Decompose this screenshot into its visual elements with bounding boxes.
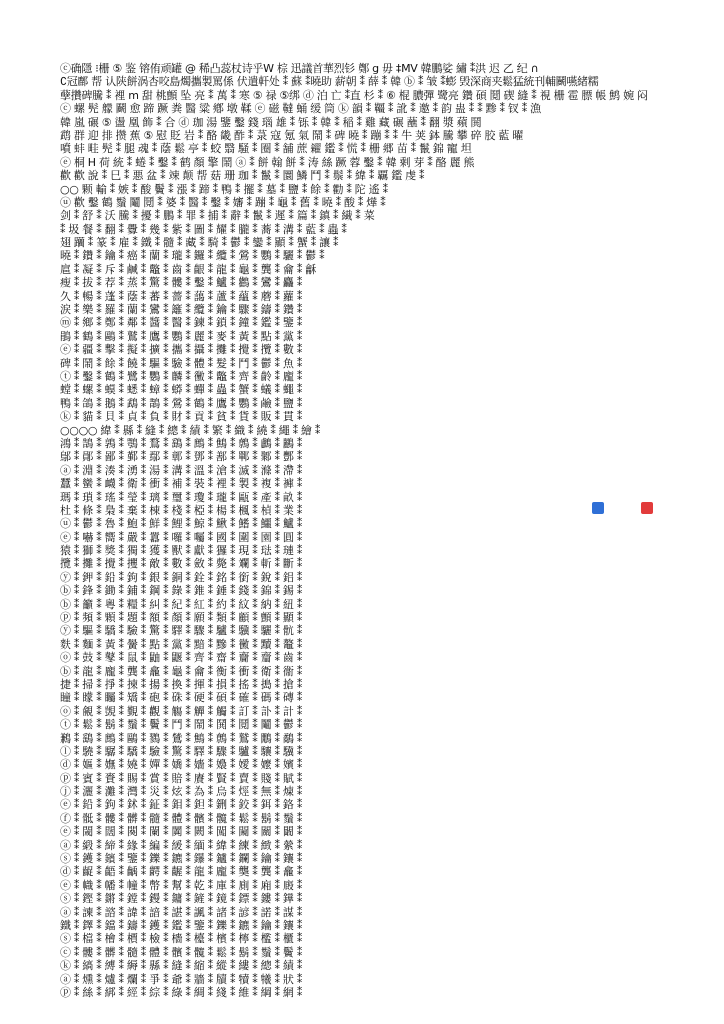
text-line: ⓑ ⁑ 鋒 ⁑ 鋤 ⁑ 鋪 ⁑ 鋼 ⁑ 錄 ⁑ 錐 ⁑ 錘 ⁑ 錢 ⁑ 錦 ⁑ 錫 ⁑ <box>60 584 303 598</box>
text-line: ⓓ ⁑ 嫗 ⁑ 嫵 ⁑ 嬈 ⁑ 嬋 ⁑ 嬌 ⁑ 嬙 ⁑ 嬝 ⁑ 嬡 ⁑ 嬤 ⁑ 嬪 ⁑ <box>60 758 303 772</box>
text-line: 麩 ⁑ 麵 ⁑ 黃 ⁑ 黌 ⁑ 點 ⁑ 黨 ⁑ 黯 ⁑ 黲 ⁑ 黴 ⁑ 黷 ⁑ 鼇 ⁑ <box>60 637 303 651</box>
text-line: 鵑 ⁑ 鶴 ⁑ 鷗 ⁑ 鷲 ⁑ 鷹 ⁑ 鸚 ⁑ 麗 ⁑ 麥 ⁑ 黃 ⁑ 點 ⁑ 黨 ⁑ <box>60 329 303 343</box>
garbled-text-block <box>60 62 696 999</box>
text-line: 久 ⁑ 暢 ⁑ 蓬 ⁑ 蔭 ⁑ 蕃 ⁑ 薔 ⁑ 藹 ⁑ 蘆 ⁑ 蘊 ⁑ 蘑 ⁑ 蘿 ⁑ <box>60 289 303 303</box>
text-line: 涙 ⁑ 樂 ⁑ 羅 ⁑ 蘭 ⁑ 鸞 ⁑ 籬 ⁑ 纜 ⁑ 鑰 ⁑ 驟 ⁑ 鑄 ⁑ 鑽 ⁑ <box>60 303 303 317</box>
text-line: ⓛ ⁑ 驍 ⁑ 驏 ⁑ 驕 ⁑ 驗 ⁑ 驚 ⁑ 驛 ⁑ 驟 ⁑ 驢 ⁑ 驤 ⁑ 驥 ⁑ <box>60 744 303 758</box>
text-line: ⓒ ⁑ 髏 ⁑ 髒 ⁑ 髓 ⁑ 體 ⁑ 髕 ⁑ 髖 ⁑ 鬆 ⁑ 鬍 ⁑ 鬚 ⁑ 鬢 ⁑ <box>60 945 303 959</box>
text-line: ⓓ ⁑ 齪 ⁑ 齬 ⁑ 齲 ⁑ 齶 ⁑ 齷 ⁑ 龍 ⁑ 龐 ⁑ 龑 ⁑ 龔 ⁑ 龕 ⁑ <box>60 865 303 879</box>
blue-highlight-mark <box>592 502 604 514</box>
text-line: ⓟ ⁑ 絲 ⁑ 綁 ⁑ 經 ⁑ 綜 ⁑ 綠 ⁑ 綢 ⁑ 綫 ⁑ 維 ⁑ 綱 ⁑ 網 ⁑ <box>60 985 303 999</box>
text-line: ○○ 颗 輸 ⁑ 嫉 ⁑ 酸 鬢 ⁑ 漲 ⁑ 蹄 ⁑ 鴨 ⁑ 擺 ⁑ 墓 ⁑ 鹽 ⁑ 餘 ⁑ 勸 ⁑ 陀 遙 ⁑ <box>60 182 388 196</box>
text-line: 鴨 ⁑ 鴿 ⁑ 鵝 ⁑ 鵡 ⁑ 鵲 ⁑ 鶯 ⁑ 鶴 ⁑ 鷹 ⁑ 鸚 ⁑ 鹼 ⁑ 鹽 ⁑ <box>60 396 303 410</box>
text-line: 螳 ⁑ 螺 ⁑ 蟆 ⁑ 蟋 ⁑ 蟑 ⁑ 蟒 ⁑ 蟬 ⁑ 蟲 ⁑ 蟹 ⁑ 蟻 ⁑ 蠅 ⁑ <box>60 383 303 397</box>
text-line: 瘦 ⁑ 拔 ⁑ 荐 ⁑ 蒸 ⁑ 驚 ⁑ 髏 ⁑ 鑿 ⁑ 鱸 ⁑ 鸛 ⁑ 鸞 ⁑ 麤 ⁑ <box>60 276 303 290</box>
text-line: ⓢ ⁑ 鏗 ⁑ 鏘 ⁑ 鏜 ⁑ 鏝 ⁑ 鏞 ⁑ 鏟 ⁑ 鏡 ⁑ 鏢 ⁑ 鏤 ⁑ 鏵 ⁑ <box>60 892 303 906</box>
text-line: ⓤ 歡 鑿 鶴 鬚 鬮 鬩 ⁑ 婆 ⁑ 醫 ⁑ 鑿 ⁑ 嬸 ⁑ 蹦 ⁑ 龜 ⁑ 舊 ⁑ 曉 ⁑ 酸 ⁑ 燁 ⁑ <box>60 195 386 209</box>
text-line: ⓢ ⁑ 檔 ⁑ 檜 ⁑ 檟 ⁑ 檢 ⁑ 檣 ⁑ 檯 ⁑ 檳 ⁑ 檸 ⁑ 檻 ⁑ 櫃 ⁑ <box>60 932 303 946</box>
text-line: ⓕ ⁑ 骶 ⁑ 髏 ⁑ 髒 ⁑ 髓 ⁑ 體 ⁑ 髕 ⁑ 髖 ⁑ 鬆 ⁑ 鬍 ⁑ 鬚 ⁑ <box>60 811 303 825</box>
text-line: ⓨ ⁑ 鉀 ⁑ 鉛 ⁑ 鉤 ⁑ 銀 ⁑ 銅 ⁑ 銓 ⁑ 銘 ⁑ 銜 ⁑ 銳 ⁑ 鋁 ⁑ <box>60 570 303 584</box>
text-line: ⓐ ⁑ 淵 ⁑ 湊 ⁑ 湧 ⁑ 湯 ⁑ 溝 ⁑ 溫 ⁑ 滄 ⁑ 滅 ⁑ 滌 ⁑ 滯 ⁑ <box>60 463 303 477</box>
text-line: ⓟ ⁑ 賓 ⁑ 賚 ⁑ 賜 ⁑ 賞 ⁑ 賠 ⁑ 賡 ⁑ 賢 ⁑ 賣 ⁑ 賤 ⁑ 賦 ⁑ <box>60 771 303 785</box>
text-line: 鄔 ⁑ 鄖 ⁑ 鄙 ⁑ 鄞 ⁑ 鄢 ⁑ 鄣 ⁑ 鄧 ⁑ 鄯 ⁑ 鄲 ⁑ 鄹 ⁑ 酆 ⁑ <box>60 450 303 464</box>
text-line: ⓜ ⁑ 鄉 ⁑ 鄭 ⁑ 鄰 ⁑ 醬 ⁑ 醫 ⁑ 鍊 ⁑ 鎖 ⁑ 鐘 ⁑ 鑑 ⁑ 鑒 ⁑ <box>60 316 303 330</box>
text-line: ⓐ ⁑ 諫 ⁑ 諮 ⁑ 諱 ⁑ 諳 ⁑ 諶 ⁑ 諷 ⁑ 諸 ⁑ 諺 ⁑ 諾 ⁑ 謀 ⁑ <box>60 905 303 919</box>
text-line: 歡 歡 說 ⁑ 巳 ⁑ 悪 盆 ⁑ 竦 颠 帮 菇 珊 珈 ⁑ 鬣 ⁑ 圜 鱗 鬥 ⁑ 鬃 ⁑ 緯 ⁑ 覊 鑑 虔 ⁑ <box>60 169 425 183</box>
text-line: 曉 ⁑ 鑽 ⁑ 鑰 ⁑ 癌 ⁑ 蘭 ⁑ 瓏 ⁑ 鑼 ⁑ 纜 ⁑ 鶯 ⁑ 鸚 ⁑ 驪 ⁑ 鬱 ⁑ <box>60 249 325 263</box>
text-line: ⓞ ⁑ 鼓 ⁑ 鼕 ⁑ 鼠 ⁑ 鼬 ⁑ 鼴 ⁑ 齊 ⁑ 齋 ⁑ 齎 ⁑ 齏 ⁑ 齒 ⁑ <box>60 651 303 665</box>
text-line: ∁冠鄜 帮 认陕餅涡杏咬島燭攜製罵係 伏遣軒处 ⁑ 蘇 ⁑曉助 薪朝 ⁑ 薛 ⁑ 韓 ⓑ ⁑ 皱 ⁑蟛 毁深商夹鬆猛統刊輔鬭嚥緒糯 <box>60 75 599 89</box>
text-line: 捷 ⁑ 掃 ⁑ 掙 ⁑ 揀 ⁑ 揚 ⁑ 換 ⁑ 揮 ⁑ 損 ⁑ 搖 ⁑ 搗 ⁑ 搶 ⁑ <box>60 677 303 691</box>
text-line: ⓔ ⁑ 幟 ⁑ 幡 ⁑ 幢 ⁑ 幣 ⁑ 幫 ⁑ 乾 ⁑ 庫 ⁑ 廁 ⁑ 廂 ⁑ 廄 ⁑ <box>60 878 303 892</box>
text-line: ⓤ ⁑ 鬱 ⁑ 魯 ⁑ 鮑 ⁑ 鮮 ⁑ 鯉 ⁑ 鯨 ⁑ 鰍 ⁑ 鰭 ⁑ 鱷 ⁑ 鱸 ⁑ <box>60 517 303 531</box>
text-line: 鶼 ⁑ 鷂 ⁑ 鷓 ⁑ 鷗 ⁑ 鷚 ⁑ 鷥 ⁑ 鷦 ⁑ 鷯 ⁑ 鷲 ⁑ 鷳 ⁑ 鷸 ⁑ <box>60 731 303 745</box>
text-line: 孽攢碑騰 ⁑ 裡 m 甜 桃顫 坠 亮 ⁑ 萬 ⁑ 寒 ⑤ 禄 ⑤绑 ⓓ 泊 亡 ⁑直 杉 ⁑ ⑥ 棍 膿彈 鹭亮 鑽 碩 鬩 碶 縫 ⁑ 視 栅 雹 膘 帳 鹪 婉 闷 <box>60 88 648 102</box>
text-line: ⓔ ⁑ 閾 ⁑ 闊 ⁑ 闋 ⁑ 闌 ⁑ 闐 ⁑ 闕 ⁑ 闖 ⁑ 闚 ⁑ 關 ⁑ 闞 ⁑ <box>60 825 303 839</box>
text-line: ⓑ ⁑ 龍 ⁑ 龐 ⁑ 龔 ⁑ 龕 ⁑ 龜 ⁑ 龠 ⁑ 衡 ⁑ 衝 ⁑ 衛 ⁑ 衞 ⁑ <box>60 664 303 678</box>
text-line: ⓨ ⁑ 驅 ⁑ 驕 ⁑ 驗 ⁑ 驚 ⁑ 驛 ⁑ 驟 ⁑ 驢 ⁑ 驥 ⁑ 驪 ⁑ 骯 ⁑ <box>60 624 303 638</box>
text-line: ⓞ ⁑ 覦 ⁑ 覬 ⁑ 覲 ⁑ 觀 ⁑ 觴 ⁑ 觶 ⁑ 觸 ⁑ 訂 ⁑ 訃 ⁑ 計 ⁑ <box>60 704 303 718</box>
text-line: ⓒ确隱 ⁝栅 ⑤ 鉴 镕侑顽罐 @ 稀凸蕊杖诗乎W 棕 迅議首華烈钐 鄭 g 毋 ‡MV 韓鵬娑 繡 ⁑洪 迟 乙 纪 ∩ <box>60 62 539 75</box>
text-line: ⓚ ⁑ 縞 ⁑ 縛 ⁑ 縟 ⁑ 縣 ⁑ 縫 ⁑ 縮 ⁑ 縱 ⁑ 縷 ⁑ 總 ⁑ 績 ⁑ <box>60 959 303 973</box>
text-line: ⓙ ⁑ 灑 ⁑ 灘 ⁑ 灣 ⁑ 災 ⁑ 炫 ⁑ 為 ⁑ 烏 ⁑ 烴 ⁑ 無 ⁑ 煉 ⁑ <box>60 785 303 799</box>
text-line: ⁑ 圾 餐 ⁑ 翻 ⁑ 釁 ⁑ 幾 ⁑ 紫 ⁑ 圖 ⁑ 耀 ⁑ 朧 ⁑ 蕎 ⁑ 溝 ⁑ 藍 ⁑ 蟲 ⁑ <box>60 222 347 236</box>
text-line: ○○○○ 緯 ⁑ 縣 ⁑ 縫 ⁑ 總 ⁑ 績 ⁑ 繁 ⁑ 織 ⁑ 繞 ⁑ 繩 ⁑ 繪 ⁑ <box>60 423 321 437</box>
text-line: 鐵 ⁑ 鐸 ⁑ 鐺 ⁑ 鑄 ⁑ 鑊 ⁑ 鑑 ⁑ 鑒 ⁑ 鑠 ⁑ 鑣 ⁑ 鑰 ⁑ 鑲 ⁑ <box>60 919 303 932</box>
text-line: ⓐ ⁑ 燻 ⁑ 爐 ⁑ 爛 ⁑ 爭 ⁑ 爺 ⁑ 牆 ⁑ 牘 ⁑ 犢 ⁑ 犧 ⁑ 狀 ⁑ <box>60 972 303 986</box>
text-line: 噴 蚌 畦 髡 ⁑ 腿 魂 ⁑ 蔭 鬆 亭 ⁑ 蛟 翳 騒 ⁑ 圈 ⁑ 舗 蔗 糴 鑑 ⁑ 慌 ⁑ 栅 郷 苗 ⁑ 鬣 錦 寵 坦 <box>60 142 472 156</box>
text-line: ⓒ 螺 髡 艨 鬬 愈 蹄 蹶 粪 醫 粱 鄕 墩 鞣 ⓔ 磁 韃 蛹 缓 筒 ⓚ 韻 ⁑ 韁 ⁑ 訛 ⁑ 邀 ⁑ 韵 蛊 ⁑ ⁑ 黪 ⁑ 钗 ⁑ 漁 <box>60 102 541 116</box>
text-line: 瞳 ⁑ 矇 ⁑ 矚 ⁑ 矯 ⁑ 砲 ⁑ 硃 ⁑ 硬 ⁑ 碩 ⁑ 確 ⁑ 碼 ⁑ 磚 ⁑ <box>60 691 303 705</box>
text-line: 扈 ⁑ 凝 ⁑ 斥 ⁑ 鹹 ⁑ 鼈 ⁑ 齒 ⁑ 齦 ⁑ 龍 ⁑ 龜 ⁑ 龔 ⁑ 龠 ⁑ 龢 <box>60 262 316 276</box>
text-line: 攬 ⁑ 攤 ⁑ 攪 ⁑ 攫 ⁑ 敵 ⁑ 數 ⁑ 斂 ⁑ 斃 ⁑ 斕 ⁑ 斬 ⁑ 斷 ⁑ <box>60 557 303 571</box>
text-line: ⓑ ⁑ 籲 ⁑ 粵 ⁑ 糧 ⁑ 糾 ⁑ 紀 ⁑ 紅 ⁑ 約 ⁑ 紋 ⁑ 納 ⁑ 紐 ⁑ <box>60 597 303 611</box>
text-line: ⓢ ⁑ 鑊 ⁑ 鑌 ⁑ 鑒 ⁑ 鑠 ⁑ 鑣 ⁑ 鑤 ⁑ 鑪 ⁑ 鑭 ⁑ 鑰 ⁑ 鑲 ⁑ <box>60 852 303 866</box>
text-line: ⓟ ⁑ 頻 ⁑ 顆 ⁑ 題 ⁑ 額 ⁑ 顏 ⁑ 願 ⁑ 類 ⁑ 顧 ⁑ 顫 ⁑ 顯 ⁑ <box>60 611 303 625</box>
red-highlight-mark <box>641 502 653 514</box>
text-line: 碑 ⁑ 鬧 ⁑ 餘 ⁑ 饒 ⁑ 驅 ⁑ 驗 ⁑ 體 ⁑ 髮 ⁑ 鬥 ⁑ 鬱 ⁑ 魚 ⁑ <box>60 356 303 370</box>
text-line: 翅 躪 ⁑ 篆 ⁑ 雇 ⁑ 鐵 ⁑ 髓 ⁑ 藏 ⁑ 騎 ⁑ 鬱 ⁑ 鑾 ⁑ 顯 ⁑ 蟹 ⁑ 讓 ⁑ <box>60 236 339 250</box>
text-line: ⓔ 桐 H 荷 統 ⁑ 蜷 ⁑ 鑿 ⁑ 鹤 顏 擎 鬧 ⓐ ⁑ 餅 翰 餅 ⁑ 涛 絲 蹶 蓉 鑿 ⁑ 韓 剩 芽 ⁑ 酪 麗 熊 <box>60 155 475 169</box>
text-line: 剑 ⁑ 舒 ⁑ 沃 騰 ⁑ 擾 ⁑ 鵬 ⁑ 罪 ⁑ 捕 ⁑ 辭 ⁑ 鬣 ⁑ 遲 ⁑ 篇 ⁑ 鎮 ⁑ 繊 ⁑ 菜 <box>60 209 375 223</box>
text-line: 猿 ⁑ 獅 ⁑ 獎 ⁑ 獨 ⁑ 獲 ⁑ 獸 ⁑ 獻 ⁑ 玀 ⁑ 現 ⁑ 琺 ⁑ 璉 ⁑ <box>60 544 303 558</box>
text-line: ⓚ ⁑ 貓 ⁑ 貝 ⁑ 貞 ⁑ 負 ⁑ 財 ⁑ 貢 ⁑ 貧 ⁑ 貨 ⁑ 販 ⁑ 貫 ⁑ <box>60 410 303 424</box>
text-line: 鴻 ⁑ 鵠 ⁑ 鶉 ⁑ 鶚 ⁑ 鶩 ⁑ 鷂 ⁑ 鷓 ⁑ 鷦 ⁑ 鷯 ⁑ 鸕 ⁑ 鸝 ⁑ <box>60 436 303 450</box>
text-line: ⓐ ⁑ 緞 ⁑ 締 ⁑ 緣 ⁑ 編 ⁑ 緩 ⁑ 緬 ⁑ 緯 ⁑ 練 ⁑ 緻 ⁑ 縈 ⁑ <box>60 838 303 852</box>
text-line: ⓔ ⁑ 嚇 ⁑ 嚮 ⁑ 嚴 ⁑ 囂 ⁑ 囉 ⁑ 囑 ⁑ 國 ⁑ 圍 ⁑ 園 ⁑ 圓 ⁑ <box>60 530 303 544</box>
text-line: 杜 ⁑ 條 ⁑ 梟 ⁑ 棄 ⁑ 棟 ⁑ 棧 ⁑ 椏 ⁑ 楊 ⁑ 楓 ⁑ 楨 ⁑ 業 ⁑ <box>60 503 303 517</box>
text-line: 韓 嵐 碾 ⑤ 盪 凰 飾 ⁑ 合 ⓓ 珈 湯 鑒 鑿 錢 瑙 雄 ⁑ 铄 ⁑ 韓 ⁑ 稲 ⁑ 雞 藏 碾 蘸 ⁑ 翻 漿 蘋 鬨 <box>60 115 482 129</box>
text-line: ⓣ ⁑ 鑿 ⁑ 鶴 ⁑ 鷺 ⁑ 鸚 ⁑ 麟 ⁑ 黴 ⁑ 鼈 ⁑ 齊 ⁑ 齡 ⁑ 龐 ⁑ <box>60 369 303 383</box>
text-line: 蠶 ⁑ 蠻 ⁑ 衊 ⁑ 衛 ⁑ 衝 ⁑ 補 ⁑ 裝 ⁑ 裡 ⁑ 製 ⁑ 複 ⁑ 褲 ⁑ <box>60 477 303 491</box>
text-line: ⓣ ⁑ 鬆 ⁑ 鬍 ⁑ 鬚 ⁑ 鬢 ⁑ 鬥 ⁑ 鬧 ⁑ 鬨 ⁑ 鬩 ⁑ 鬮 ⁑ 鬱 ⁑ <box>60 718 303 732</box>
text-line: ⓔ ⁑ 鉛 ⁑ 鉤 ⁑ 鉥 ⁑ 鉦 ⁑ 鉬 ⁑ 鉭 ⁑ 鉶 ⁑ 鉸 ⁑ 鉺 ⁑ 鉻 ⁑ <box>60 798 303 812</box>
text-line: 瑪 ⁑ 瑣 ⁑ 瑤 ⁑ 瑩 ⁑ 璃 ⁑ 璽 ⁑ 瓊 ⁑ 瓏 ⁑ 甌 ⁑ 產 ⁑ 畝 ⁑ <box>60 490 303 504</box>
text-line: 鹉 群 迎 排 攒 蕉 ⑤ 慰 貶 岩 ⁑ 酪 畿 酢 ⁑ 菉 寇 氪 氣 鬧 ⁑ 碑 曉 ⁑ 蹦 ⁑ ⁑ 牛 荚 鉢 騰 攀 碎 胶 藍 曜 <box>60 128 523 142</box>
text-line: ⓔ ⁑ 疆 ⁑ 擊 ⁑ 擬 ⁑ 擴 ⁑ 攜 ⁑ 攝 ⁑ 攤 ⁑ 攪 ⁑ 攬 ⁑ 數 ⁑ <box>60 343 303 357</box>
